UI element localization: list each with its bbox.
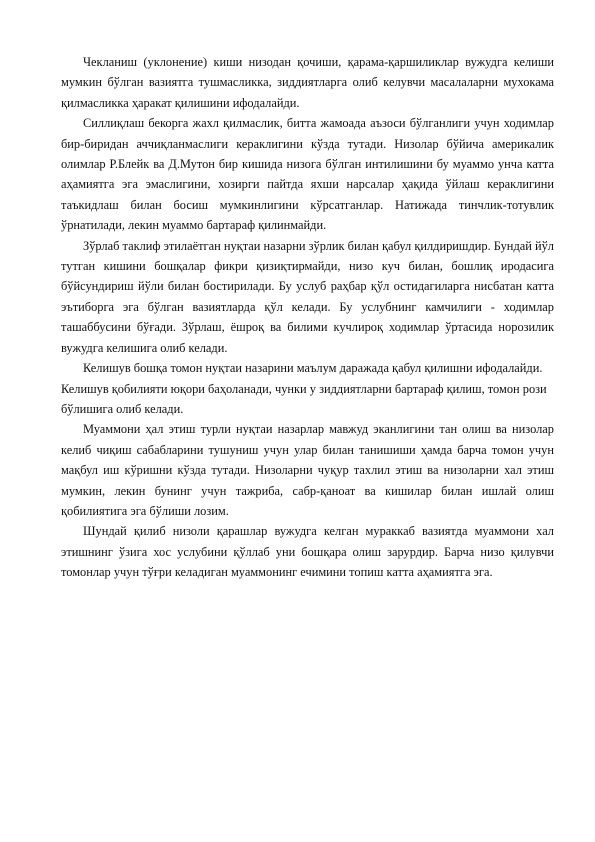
paragraph-compromise: Келишув бошқа томон нуқтаи назарини маълум даражада қабул қилишни ифодалайди. Келишув қобилияти юқори баҳоланади, чунки у зиддиятларни бартараф қилиш, томон рози бўлишига олиб келади. — [61, 361, 547, 416]
document-body — [61, 52, 554, 583]
paragraph-problem-solving: Муаммони ҳал этиш турли нуқтаи назарлар мавжуд эканлигини тан олиш ва низолар келиб чиқиш сабабларини тушуниш учун улар билан танишиши ҳамда барча томон учун мақбул иш кўришни кўзда тутади. Низоларни чуқур тахлил этиш ва низоларни хал этиш мумкин, лекин бунинг учун тажриба, сабр-қаноат ва кишилар билан ишлай олиш қобилиятига эга бўлиши лозим. — [61, 422, 554, 518]
paragraph-coercion: Зўрлаб таклиф этилаётган нуқтаи назарни зўрлик билан қабул қилдиришдир. Бундай йўл тутган кишини бошқалар фикри қизиқтирмайди, низо куч билан, бошлиқ иродасига бўйсундириш йўли билан бостирилади. Бу услуб раҳбар қўл остидагиларга нисбатан катта эътиборга эга бўлган вазиятларда қўл келади. Бу услубнинг камчилиги - ходимлар ташаббусини бўғади. Зўрлаш, ёшроқ ва билими кучлироқ ходимлар ўртасида норозилик вужудга келишига олиб келади. — [61, 238, 554, 355]
paragraph-conclusion: Шундай қилиб низоли қарашлар вужудга келган мураккаб вазиятда муаммони хал этишнинг ўзига хос услубини қўллаб уни бошқара олиш зарурдир. Барча низо қилувчи томонлар учун тўғри келадиган муаммонинг ечимини топиш катта аҳамиятга эга. — [61, 524, 554, 580]
paragraph-evasion: Чекланиш (уклонение) киши низодан қочиши, қарама-қаршиликлар вужудга келиши мумкин бўлган вазиятга тушмасликка, зиддиятларга олиб келувчи масалаларни мухокама қилмасликка ҳаракат қилишини ифодалайди. — [61, 55, 554, 110]
paragraph-smoothing: Силлиқлаш бекорга жахл қилмаслик, битта жамоада аъзоси бўлганлиги учун ходимлар бир-биридан аччиқланмаслиги кераклигини кўзда тутади. Низолар бўйича америкалик олимлар Р.Блейк ва Д.Мутон бир кишида низога бўлган интилишини бу муаммо унча катта аҳамиятга эга эмаслигини, хозирги пайтда яхши нарсалар ҳақида ўйлаш кераклигини таъкидлаш билан босиш мумкинлигини кўрсатганлар. Натижада тинчлик-тотувлик ўрнатилади, лекин муаммо бартараф қилинмайди. — [61, 116, 554, 233]
